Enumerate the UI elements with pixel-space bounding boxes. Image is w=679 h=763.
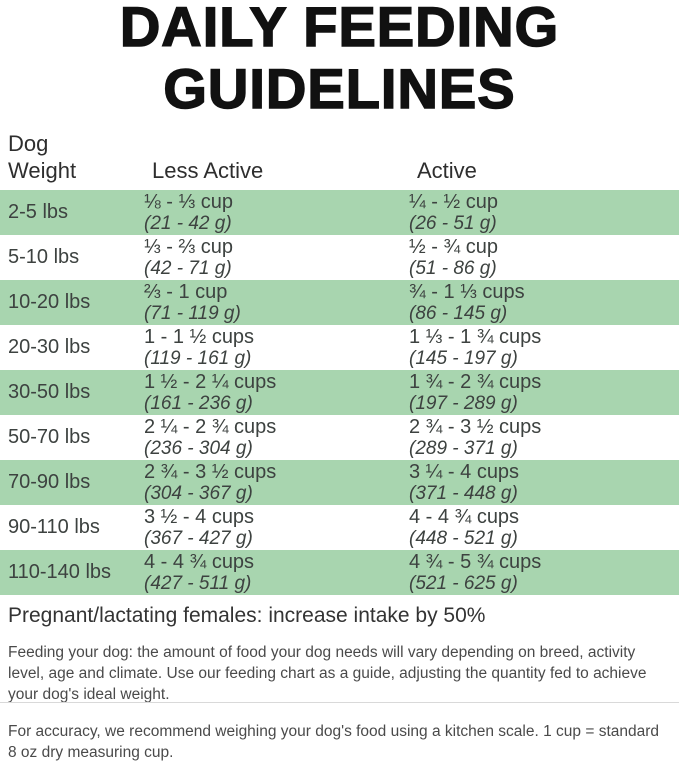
bottom-divider [0, 702, 679, 703]
grams-value: (448 - 521 g) [409, 528, 518, 549]
accuracy-note: For accuracy, we recommend weighing your dog's food using a kitchen scale. 1 cup = standard 8 oz dry measuring cup. [8, 722, 660, 761]
active-cell [409, 416, 679, 459]
table-row [0, 460, 679, 505]
grams-value: (427 - 511 g) [144, 573, 252, 594]
cups-value: 2 ¾ - 3 ½ cups [144, 461, 277, 483]
grams-value: (197 - 289 g) [409, 393, 518, 414]
cups-value: 1 - 1 ½ cups [144, 326, 255, 348]
less-active-cell [144, 506, 409, 549]
cups-value: 1 ¾ - 2 ¾ cups [409, 371, 542, 393]
weight-cell: 20-30 lbs [8, 336, 91, 358]
feeding-advice-note: Feeding your dog: the amount of food your dog needs will vary depending on breed, activity level, age and climate. Use our feeding chart as a guide, adjusting the quantity fed to achieve your dog's ideal weight. [8, 644, 647, 703]
less-active-cell [144, 326, 409, 369]
less-active-cell [144, 416, 409, 459]
weight-cell: 30-50 lbs [8, 381, 91, 403]
grams-value: (145 - 197 g) [409, 348, 518, 369]
grams-value: (371 - 448 g) [409, 483, 518, 504]
weight-cell: 70-90 lbs [8, 471, 91, 493]
table-row [0, 235, 679, 280]
cups-value: ⅛ - ⅓ cup [144, 191, 233, 213]
pregnant-lactating-note: Pregnant/lactating females: increase intake by 50% [8, 604, 486, 627]
cups-value: ⅔ - 1 cup [144, 281, 228, 303]
table-header [0, 130, 679, 184]
grams-value: (304 - 367 g) [144, 483, 253, 504]
grams-value: (26 - 51 g) [409, 213, 497, 234]
header-dog-line: Dog [8, 131, 49, 156]
cups-value: 3 ½ - 4 cups [144, 506, 255, 528]
weight-cell: 5-10 lbs [8, 246, 80, 268]
less-active-cell [144, 551, 409, 594]
cups-value: ¼ - ½ cup [409, 191, 498, 213]
cups-value: 2 ¾ - 3 ½ cups [409, 416, 542, 438]
table-row [0, 505, 679, 550]
weight-cell: 10-20 lbs [8, 291, 91, 313]
grams-value: (119 - 161 g) [144, 348, 252, 369]
grams-value: (289 - 371 g) [409, 438, 518, 459]
table-row [0, 370, 679, 415]
page-title [0, 0, 679, 120]
cups-value: 1 ½ - 2 ¼ cups [144, 371, 277, 393]
grams-value: (86 - 145 g) [409, 303, 508, 324]
cups-value: ½ - ¾ cup [409, 236, 498, 258]
active-cell [409, 191, 679, 234]
cups-value: 2 ¼ - 2 ¾ cups [144, 416, 277, 438]
table-row [0, 325, 679, 370]
less-active-cell [144, 236, 409, 279]
grams-value: (21 - 42 g) [144, 213, 232, 234]
title-line-2: GUIDELINES [163, 57, 516, 120]
grams-value: (521 - 625 g) [409, 573, 518, 594]
active-cell [409, 551, 679, 594]
table-row [0, 415, 679, 460]
active-cell [409, 506, 679, 549]
table-row [0, 280, 679, 325]
cups-value: ¾ - 1 ⅓ cups [409, 281, 525, 303]
active-cell [409, 371, 679, 414]
column-header-dog-weight [8, 130, 152, 184]
header-weight-line: Weight [8, 158, 77, 183]
weight-cell: 110-140 lbs [8, 561, 112, 583]
title-line-1: DAILY FEEDING [119, 0, 560, 58]
less-active-cell [144, 281, 409, 324]
cups-value: 3 ¼ - 4 cups [409, 461, 520, 483]
table-row [0, 550, 679, 595]
column-header-less-active: Less Active [152, 158, 264, 183]
active-cell [409, 236, 679, 279]
less-active-cell [144, 461, 409, 504]
grams-value: (236 - 304 g) [144, 438, 253, 459]
grams-value: (71 - 119 g) [144, 303, 241, 324]
cups-value: ⅓ - ⅔ cup [144, 236, 233, 258]
cups-value: 1 ⅓ - 1 ¾ cups [409, 326, 542, 348]
weight-cell: 50-70 lbs [8, 426, 91, 448]
weight-cell: 90-110 lbs [8, 516, 100, 538]
active-cell [409, 326, 679, 369]
grams-value: (367 - 427 g) [144, 528, 253, 549]
grams-value: (51 - 86 g) [409, 258, 497, 279]
cups-value: 4 ¾ - 5 ¾ cups [409, 551, 542, 573]
active-cell [409, 281, 679, 324]
less-active-cell [144, 371, 409, 414]
grams-value: (42 - 71 g) [144, 258, 232, 279]
cups-value: 4 - 4 ¾ cups [409, 506, 520, 528]
feeding-table [0, 190, 679, 595]
table-row [0, 190, 679, 235]
weight-cell: 2-5 lbs [8, 201, 69, 223]
column-header-active: Active [417, 158, 477, 183]
active-cell [409, 461, 679, 504]
cups-value: 4 - 4 ¾ cups [144, 551, 255, 573]
grams-value: (161 - 236 g) [144, 393, 253, 414]
less-active-cell [144, 191, 409, 234]
